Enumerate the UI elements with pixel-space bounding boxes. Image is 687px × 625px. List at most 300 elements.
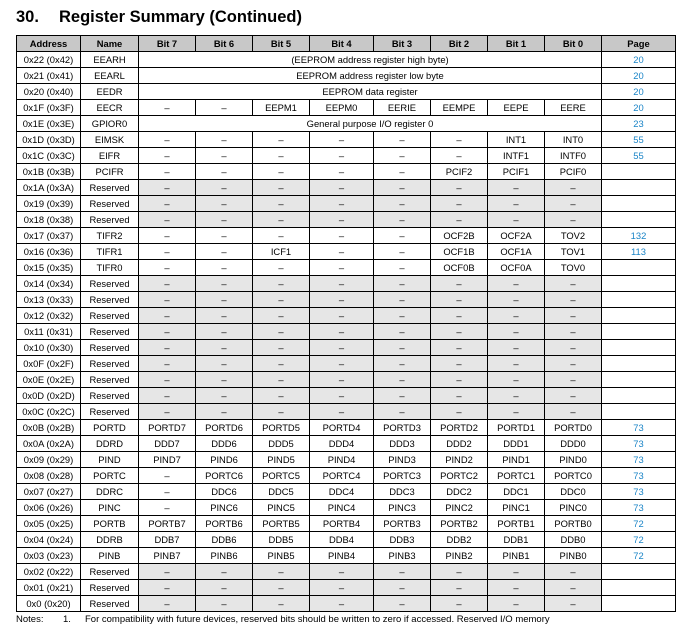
bit4-cell: – — [310, 132, 374, 148]
address-cell: 0x12 (0x32) — [17, 308, 81, 324]
page-link-cell[interactable]: 55 — [602, 132, 676, 148]
bit2-cell: – — [431, 132, 488, 148]
bit4-cell: – — [310, 244, 374, 260]
bit6-cell: DDC6 — [196, 484, 253, 500]
bit3-cell: PORTB3 — [374, 516, 431, 532]
bit6-cell: – — [196, 228, 253, 244]
bit0-cell: – — [545, 324, 602, 340]
bit7-cell: – — [139, 148, 196, 164]
bit4-cell: – — [310, 164, 374, 180]
bit5-cell: – — [253, 308, 310, 324]
table-row — [17, 388, 676, 404]
bit3-cell: DDC3 — [374, 484, 431, 500]
bit4-cell: – — [310, 148, 374, 164]
bit6-cell: – — [196, 372, 253, 388]
bit3-cell: PORTD3 — [374, 420, 431, 436]
table-row — [17, 564, 676, 580]
bit0-cell: – — [545, 596, 602, 612]
bit3-cell: – — [374, 564, 431, 580]
table-row — [17, 132, 676, 148]
bit5-cell: – — [253, 148, 310, 164]
page-link-cell[interactable]: 20 — [602, 68, 676, 84]
header-bit1: Bit 1 — [488, 36, 545, 52]
bit5-cell: PORTD5 — [253, 420, 310, 436]
bit3-cell: – — [374, 164, 431, 180]
table-row — [17, 468, 676, 484]
section-title — [16, 8, 302, 27]
header-bit7: Bit 7 — [139, 36, 196, 52]
address-cell: 0x06 (0x26) — [17, 500, 81, 516]
section-number: 30. — [16, 8, 39, 26]
bit2-cell: OCF2B — [431, 228, 488, 244]
bit5-cell: PINC5 — [253, 500, 310, 516]
table-row — [17, 324, 676, 340]
bit6-cell: – — [196, 196, 253, 212]
bit2-cell: – — [431, 324, 488, 340]
address-cell: 0x0F (0x2F) — [17, 356, 81, 372]
bit4-cell: PINC4 — [310, 500, 374, 516]
bit5-cell: – — [253, 292, 310, 308]
register-name-cell: EEARL — [81, 68, 139, 84]
bit7-cell: – — [139, 372, 196, 388]
bit4-cell: PINB4 — [310, 548, 374, 564]
address-cell: 0x0B (0x2B) — [17, 420, 81, 436]
bit5-cell: – — [253, 260, 310, 276]
bit5-cell: – — [253, 196, 310, 212]
bit7-cell: – — [139, 228, 196, 244]
page-link-cell[interactable]: 20 — [602, 52, 676, 68]
bit4-cell: – — [310, 596, 374, 612]
bit5-cell: – — [253, 132, 310, 148]
bit1-cell: – — [488, 180, 545, 196]
table-row — [17, 116, 676, 132]
address-cell: 0x19 (0x39) — [17, 196, 81, 212]
bit2-cell: – — [431, 372, 488, 388]
page-link-cell — [602, 292, 676, 308]
bit6-cell: – — [196, 292, 253, 308]
bit1-cell: PIND1 — [488, 452, 545, 468]
bit2-cell: – — [431, 388, 488, 404]
register-name-cell: PORTC — [81, 468, 139, 484]
table-row — [17, 164, 676, 180]
bit1-cell: DDB1 — [488, 532, 545, 548]
register-summary-table — [16, 35, 676, 612]
bit5-cell: PORTC5 — [253, 468, 310, 484]
bit5-cell: – — [253, 580, 310, 596]
bit1-cell: – — [488, 596, 545, 612]
page-link-cell[interactable]: 132 — [602, 228, 676, 244]
page-link-cell — [602, 308, 676, 324]
page-link-cell[interactable]: 20 — [602, 100, 676, 116]
bit7-cell: PINB7 — [139, 548, 196, 564]
bit5-cell: PIND5 — [253, 452, 310, 468]
bit7-cell: – — [139, 212, 196, 228]
bit3-cell: – — [374, 404, 431, 420]
bit6-cell: DDB6 — [196, 532, 253, 548]
bit2-cell: – — [431, 276, 488, 292]
page-link-cell[interactable]: 73 — [602, 500, 676, 516]
bit3-cell: – — [374, 196, 431, 212]
register-name-cell: Reserved — [81, 564, 139, 580]
register-name-cell: Reserved — [81, 308, 139, 324]
address-cell: 0x0C (0x2C) — [17, 404, 81, 420]
bit4-cell: – — [310, 228, 374, 244]
page-link-cell[interactable]: 73 — [602, 468, 676, 484]
page-link-cell[interactable]: 113 — [602, 244, 676, 260]
page-link-cell — [602, 564, 676, 580]
table-row — [17, 84, 676, 100]
bit0-cell: – — [545, 308, 602, 324]
bit3-cell: – — [374, 228, 431, 244]
bit6-cell: – — [196, 324, 253, 340]
register-description-cell: (EEPROM address register high byte) — [139, 52, 602, 68]
table-header-row — [17, 36, 676, 52]
register-name-cell: PINB — [81, 548, 139, 564]
page-link-cell[interactable]: 73 — [602, 484, 676, 500]
page-link-cell[interactable]: 23 — [602, 116, 676, 132]
bit4-cell: – — [310, 564, 374, 580]
page-link-cell — [602, 404, 676, 420]
bit7-cell: PORTB7 — [139, 516, 196, 532]
bit1-cell: DDD1 — [488, 436, 545, 452]
register-name-cell: TIFR0 — [81, 260, 139, 276]
page-link-cell[interactable]: 20 — [602, 84, 676, 100]
bit6-cell: – — [196, 244, 253, 260]
address-cell: 0x08 (0x28) — [17, 468, 81, 484]
register-name-cell: PIND — [81, 452, 139, 468]
bit6-cell: – — [196, 148, 253, 164]
page-link-cell — [602, 340, 676, 356]
bit2-cell: OCF1B — [431, 244, 488, 260]
header-name: Name — [81, 36, 139, 52]
bit0-cell: PORTC0 — [545, 468, 602, 484]
page-link-cell[interactable]: 73 — [602, 452, 676, 468]
table-row — [17, 100, 676, 116]
bit7-cell: DDB7 — [139, 532, 196, 548]
address-cell: 0x13 (0x33) — [17, 292, 81, 308]
notes — [16, 614, 550, 625]
bit6-cell: PORTB6 — [196, 516, 253, 532]
bit5-cell: – — [253, 356, 310, 372]
register-name-cell: PINC — [81, 500, 139, 516]
bit4-cell: – — [310, 196, 374, 212]
bit0-cell: PCIF0 — [545, 164, 602, 180]
register-name-cell: Reserved — [81, 180, 139, 196]
table-row — [17, 580, 676, 596]
bit6-cell: – — [196, 340, 253, 356]
bit7-cell: – — [139, 164, 196, 180]
bit2-cell: PINB2 — [431, 548, 488, 564]
bit4-cell: DDC4 — [310, 484, 374, 500]
page-link-cell[interactable]: 72 — [602, 516, 676, 532]
bit5-cell: – — [253, 180, 310, 196]
bit7-cell: PIND7 — [139, 452, 196, 468]
bit1-cell: – — [488, 564, 545, 580]
register-name-cell: TIFR1 — [81, 244, 139, 260]
bit0-cell: – — [545, 372, 602, 388]
bit5-cell: – — [253, 372, 310, 388]
bit7-cell: – — [139, 308, 196, 324]
address-cell: 0x09 (0x29) — [17, 452, 81, 468]
bit5-cell: – — [253, 404, 310, 420]
bit4-cell: DDB4 — [310, 532, 374, 548]
register-name-cell: PCIFR — [81, 164, 139, 180]
bit3-cell: – — [374, 356, 431, 372]
bit2-cell: – — [431, 564, 488, 580]
register-name-cell: Reserved — [81, 404, 139, 420]
bit3-cell: – — [374, 388, 431, 404]
bit3-cell: DDB3 — [374, 532, 431, 548]
bit3-cell: PINB3 — [374, 548, 431, 564]
bit0-cell: INT0 — [545, 132, 602, 148]
bit1-cell: – — [488, 276, 545, 292]
bit0-cell: PINB0 — [545, 548, 602, 564]
page-link-cell — [602, 372, 676, 388]
bit7-cell: – — [139, 580, 196, 596]
bit3-cell: – — [374, 212, 431, 228]
bit0-cell: TOV0 — [545, 260, 602, 276]
address-cell: 0x16 (0x36) — [17, 244, 81, 260]
bit7-cell: – — [139, 468, 196, 484]
bit4-cell: – — [310, 340, 374, 356]
bit1-cell: – — [488, 324, 545, 340]
bit5-cell: – — [253, 276, 310, 292]
register-description-cell: EEPROM address register low byte — [139, 68, 602, 84]
register-name-cell: EECR — [81, 100, 139, 116]
register-name-cell: Reserved — [81, 596, 139, 612]
bit0-cell: PORTD0 — [545, 420, 602, 436]
bit1-cell: PINC1 — [488, 500, 545, 516]
bit0-cell: – — [545, 212, 602, 228]
table-row — [17, 244, 676, 260]
address-cell: 0x1A (0x3A) — [17, 180, 81, 196]
bit3-cell: EERIE — [374, 100, 431, 116]
page-link-cell — [602, 356, 676, 372]
bit6-cell: PINB6 — [196, 548, 253, 564]
bit6-cell: – — [196, 276, 253, 292]
bit6-cell: – — [196, 308, 253, 324]
register-name-cell: Reserved — [81, 212, 139, 228]
table-row — [17, 372, 676, 388]
bit2-cell: – — [431, 148, 488, 164]
address-cell: 0x10 (0x30) — [17, 340, 81, 356]
table-row — [17, 596, 676, 612]
address-cell: 0x0E (0x2E) — [17, 372, 81, 388]
register-name-cell: EEARH — [81, 52, 139, 68]
bit7-cell: – — [139, 276, 196, 292]
bit5-cell: – — [253, 324, 310, 340]
table-row — [17, 292, 676, 308]
address-cell: 0x07 (0x27) — [17, 484, 81, 500]
register-name-cell: Reserved — [81, 324, 139, 340]
table-row — [17, 228, 676, 244]
bit6-cell: – — [196, 580, 253, 596]
bit6-cell: PIND6 — [196, 452, 253, 468]
address-cell: 0x1D (0x3D) — [17, 132, 81, 148]
header-bit0: Bit 0 — [545, 36, 602, 52]
bit5-cell: DDC5 — [253, 484, 310, 500]
address-cell: 0x03 (0x23) — [17, 548, 81, 564]
table-row — [17, 356, 676, 372]
page-link-cell[interactable]: 72 — [602, 548, 676, 564]
bit3-cell: – — [374, 276, 431, 292]
bit0-cell: PORTB0 — [545, 516, 602, 532]
bit4-cell: – — [310, 212, 374, 228]
register-name-cell: Reserved — [81, 276, 139, 292]
table-row — [17, 148, 676, 164]
register-name-cell: Reserved — [81, 372, 139, 388]
bit6-cell: – — [196, 100, 253, 116]
bit4-cell: – — [310, 260, 374, 276]
bit2-cell: – — [431, 404, 488, 420]
table-body — [17, 52, 676, 612]
table-row — [17, 484, 676, 500]
address-cell: 0x11 (0x31) — [17, 324, 81, 340]
bit7-cell: – — [139, 596, 196, 612]
table-row — [17, 68, 676, 84]
bit2-cell: PIND2 — [431, 452, 488, 468]
bit6-cell: – — [196, 404, 253, 420]
bit7-cell: – — [139, 324, 196, 340]
register-name-cell: EIMSK — [81, 132, 139, 148]
address-cell: 0x18 (0x38) — [17, 212, 81, 228]
bit2-cell: PORTB2 — [431, 516, 488, 532]
page-link-cell — [602, 388, 676, 404]
bit7-cell: – — [139, 356, 196, 372]
table-row — [17, 308, 676, 324]
register-name-cell: Reserved — [81, 356, 139, 372]
bit1-cell: – — [488, 388, 545, 404]
bit7-cell: PORTD7 — [139, 420, 196, 436]
bit4-cell: PIND4 — [310, 452, 374, 468]
bit0-cell: DDD0 — [545, 436, 602, 452]
register-name-cell: PORTD — [81, 420, 139, 436]
bit4-cell: PORTC4 — [310, 468, 374, 484]
table-row — [17, 52, 676, 68]
bit0-cell: DDB0 — [545, 532, 602, 548]
bit2-cell: – — [431, 196, 488, 212]
bit1-cell: – — [488, 196, 545, 212]
bit5-cell: – — [253, 388, 310, 404]
bit3-cell: – — [374, 244, 431, 260]
table-row — [17, 420, 676, 436]
page-link-cell — [602, 276, 676, 292]
register-name-cell: TIFR2 — [81, 228, 139, 244]
header-bit3: Bit 3 — [374, 36, 431, 52]
bit2-cell: – — [431, 292, 488, 308]
bit0-cell: PIND0 — [545, 452, 602, 468]
bit1-cell: PINB1 — [488, 548, 545, 564]
address-cell: 0x21 (0x41) — [17, 68, 81, 84]
register-name-cell: DDRC — [81, 484, 139, 500]
table-row — [17, 180, 676, 196]
bit7-cell: – — [139, 484, 196, 500]
register-name-cell: Reserved — [81, 580, 139, 596]
address-cell: 0x17 (0x37) — [17, 228, 81, 244]
bit3-cell: – — [374, 132, 431, 148]
bit7-cell: – — [139, 500, 196, 516]
page-link-cell[interactable]: 55 — [602, 148, 676, 164]
bit4-cell: – — [310, 580, 374, 596]
address-cell: 0x1F (0x3F) — [17, 100, 81, 116]
bit0-cell: TOV1 — [545, 244, 602, 260]
bit2-cell: EEMPE — [431, 100, 488, 116]
bit5-cell: EEPM1 — [253, 100, 310, 116]
bit6-cell: DDD6 — [196, 436, 253, 452]
bit7-cell: DDD7 — [139, 436, 196, 452]
register-description-cell: General purpose I/O register 0 — [139, 116, 602, 132]
bit4-cell: – — [310, 276, 374, 292]
bit3-cell: – — [374, 596, 431, 612]
bit1-cell: PORTD1 — [488, 420, 545, 436]
bit4-cell: – — [310, 404, 374, 420]
table-row — [17, 340, 676, 356]
bit6-cell: – — [196, 596, 253, 612]
register-name-cell: DDRB — [81, 532, 139, 548]
bit5-cell: ICF1 — [253, 244, 310, 260]
bit7-cell: – — [139, 404, 196, 420]
bit2-cell: PORTD2 — [431, 420, 488, 436]
bit2-cell: – — [431, 308, 488, 324]
bit2-cell: PCIF2 — [431, 164, 488, 180]
address-cell: 0x0D (0x2D) — [17, 388, 81, 404]
bit3-cell: – — [374, 292, 431, 308]
bit4-cell: EEPM0 — [310, 100, 374, 116]
page-link-cell — [602, 212, 676, 228]
bit2-cell: DDB2 — [431, 532, 488, 548]
bit5-cell: – — [253, 596, 310, 612]
register-description-cell: EEPROM data register — [139, 84, 602, 100]
bit4-cell: – — [310, 324, 374, 340]
bit5-cell: DDD5 — [253, 436, 310, 452]
bit7-cell: – — [139, 100, 196, 116]
section-title-text: Register Summary (Continued) — [59, 8, 302, 26]
page-link-cell — [602, 580, 676, 596]
page-link-cell[interactable]: 72 — [602, 532, 676, 548]
bit6-cell: PINC6 — [196, 500, 253, 516]
register-name-cell: Reserved — [81, 196, 139, 212]
bit3-cell: – — [374, 580, 431, 596]
page-link-cell — [602, 596, 676, 612]
bit0-cell: INTF0 — [545, 148, 602, 164]
bit3-cell: – — [374, 260, 431, 276]
bit7-cell: – — [139, 340, 196, 356]
bit2-cell: – — [431, 180, 488, 196]
bit4-cell: PORTD4 — [310, 420, 374, 436]
table-row — [17, 404, 676, 420]
bit0-cell: – — [545, 196, 602, 212]
bit7-cell: – — [139, 132, 196, 148]
bit1-cell: – — [488, 356, 545, 372]
address-cell: 0x02 (0x22) — [17, 564, 81, 580]
bit1-cell: – — [488, 292, 545, 308]
bit0-cell: EERE — [545, 100, 602, 116]
header-bit6: Bit 6 — [196, 36, 253, 52]
bit0-cell: – — [545, 292, 602, 308]
bit2-cell: PINC2 — [431, 500, 488, 516]
page-link-cell[interactable]: 73 — [602, 436, 676, 452]
page-link-cell[interactable]: 73 — [602, 420, 676, 436]
bit4-cell: – — [310, 356, 374, 372]
bit7-cell: – — [139, 180, 196, 196]
register-name-cell: GPIOR0 — [81, 116, 139, 132]
bit0-cell: – — [545, 404, 602, 420]
bit2-cell: DDC2 — [431, 484, 488, 500]
address-cell: 0x1C (0x3C) — [17, 148, 81, 164]
address-cell: 0x0 (0x20) — [17, 596, 81, 612]
bit5-cell: DDB5 — [253, 532, 310, 548]
bit1-cell: – — [488, 372, 545, 388]
